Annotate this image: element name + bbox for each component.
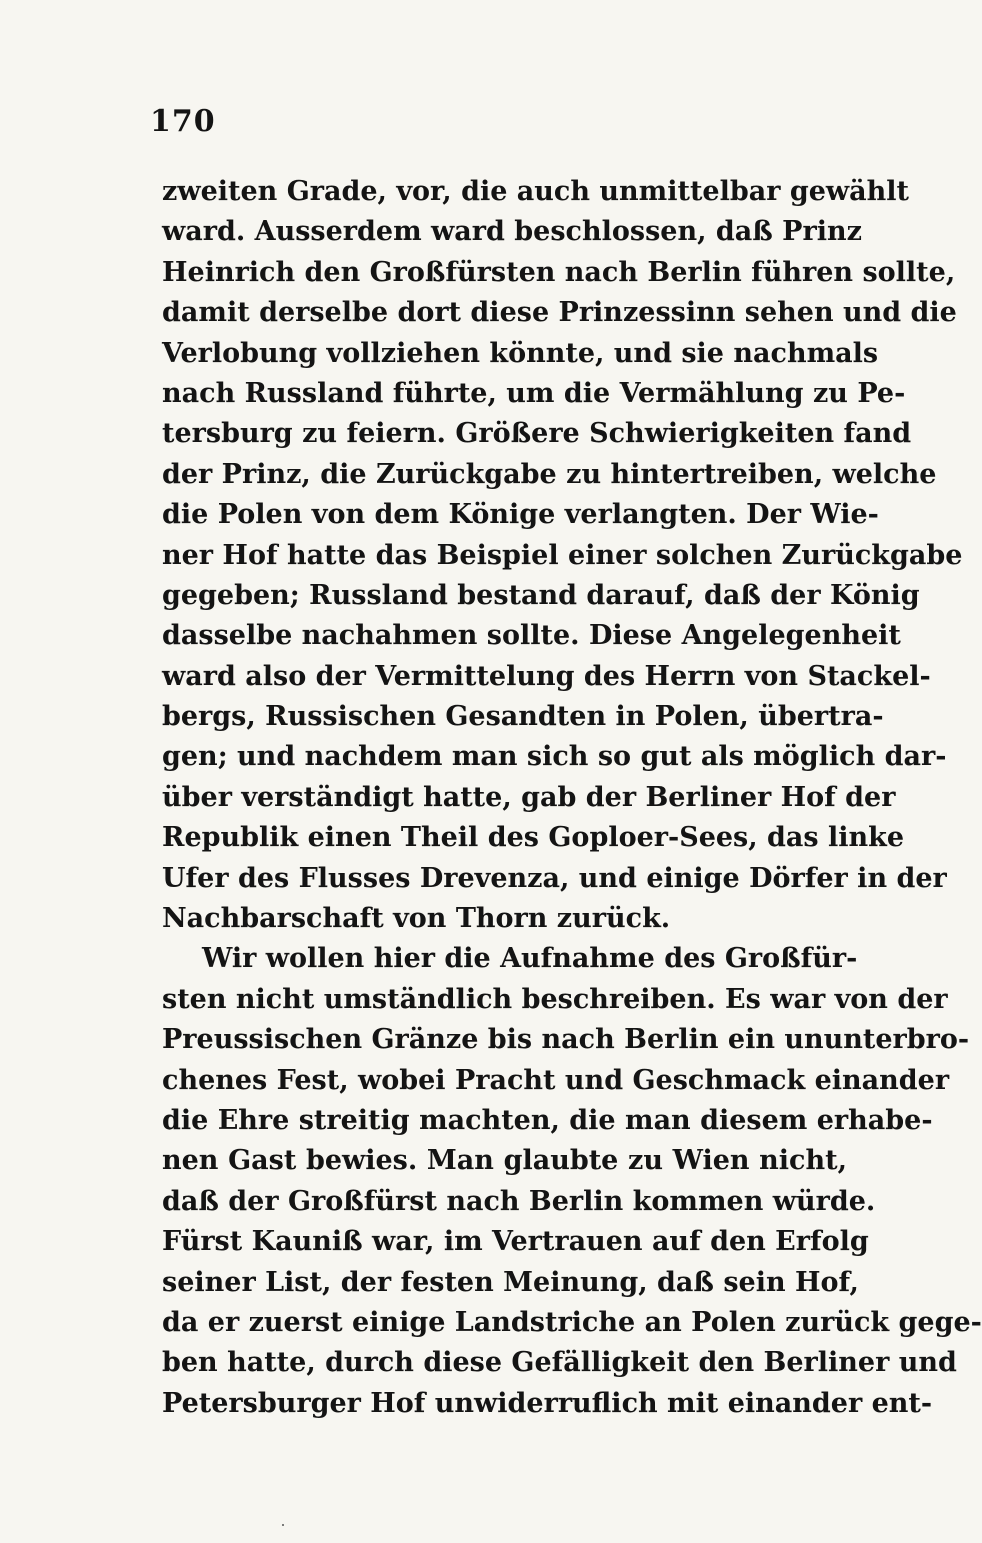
text-line: dasselbe nachahmen sollte. Diese Angelegenheit <box>162 620 901 652</box>
text-line: die Polen von dem Könige verlangten. Der Wie- <box>162 499 879 531</box>
text-line: chenes Fest, wobei Pracht und Geschmack einander <box>162 1064 950 1096</box>
text-line: Fürst Kauniß war, im Vertrauen auf den Erfolg <box>162 1226 869 1258</box>
paragraph-1 <box>162 172 963 939</box>
page-number: 170 <box>150 104 216 139</box>
text-line: nen Gast bewies. Man glaubte zu Wien nicht, <box>162 1145 847 1177</box>
text-line: tersburg zu feiern. Größere Schwierigkeiten fand <box>162 418 912 450</box>
text-line: ner Hof hatte das Beispiel einer solchen Zurückgabe <box>162 539 963 571</box>
text-line: Verlobung vollziehen könnte, und sie nachmals <box>162 337 879 369</box>
text-line: Republik einen Theil des Goploer-Sees, das linke <box>162 822 905 854</box>
text-line: Preussischen Gränze bis nach Berlin ein ununterbro- <box>162 1024 970 1056</box>
text-line: Nachbarschaft von Thorn zurück. <box>162 903 671 935</box>
text-line: damit derselbe dort diese Prinzessinn sehen und die <box>162 297 957 329</box>
text-line: gen; und nachdem man sich so gut als möglich dar- <box>162 741 947 773</box>
text-line: bergs, Russischen Gesandten in Polen, übertra- <box>162 701 884 733</box>
body-text <box>162 172 982 1424</box>
text-line: über verständigt hatte, gab der Berliner Hof der <box>162 781 896 813</box>
paragraph-2 <box>162 939 982 1424</box>
paper-speck <box>282 1524 284 1526</box>
text-line: daß der Großfürst nach Berlin kommen würde. <box>162 1185 876 1217</box>
text-line: sten nicht umständlich beschreiben. Es war von der <box>162 983 948 1015</box>
text-line: zweiten Grade, vor, die auch unmittelbar gewählt <box>162 176 910 207</box>
text-line: ben hatte, durch diese Gefälligkeit den Berliner und <box>162 1347 957 1379</box>
text-line: ward. Ausserdem ward beschlossen, daß Prinz <box>162 216 862 248</box>
text-line: Heinrich den Großfürsten nach Berlin führen sollte, <box>162 256 956 288</box>
text-line: die Ehre streitig machten, die man diesem erhabe- <box>162 1104 933 1136</box>
text-line: ward also der Vermittelung des Herrn von Stackel- <box>162 660 931 692</box>
text-line: da er zuerst einige Landstriche an Polen zurück gege- <box>162 1306 982 1338</box>
text-line: seiner List, der festen Meinung, daß sein Hof, <box>162 1266 859 1298</box>
text-line: Ufer des Flusses Drevenza, und einige Dörfer in der <box>162 862 947 894</box>
text-line: nach Russland führte, um die Vermählung zu Pe- <box>162 377 906 409</box>
text-line: der Prinz, die Zurückgabe zu hintertreiben, welche <box>162 458 937 490</box>
text-line: Wir wollen hier die Aufnahme des Großfür- <box>202 943 858 975</box>
text-line: gegeben; Russland bestand darauf, daß der König <box>162 579 920 611</box>
text-line: Petersburger Hof unwiderruflich mit einander ent- <box>162 1387 933 1419</box>
